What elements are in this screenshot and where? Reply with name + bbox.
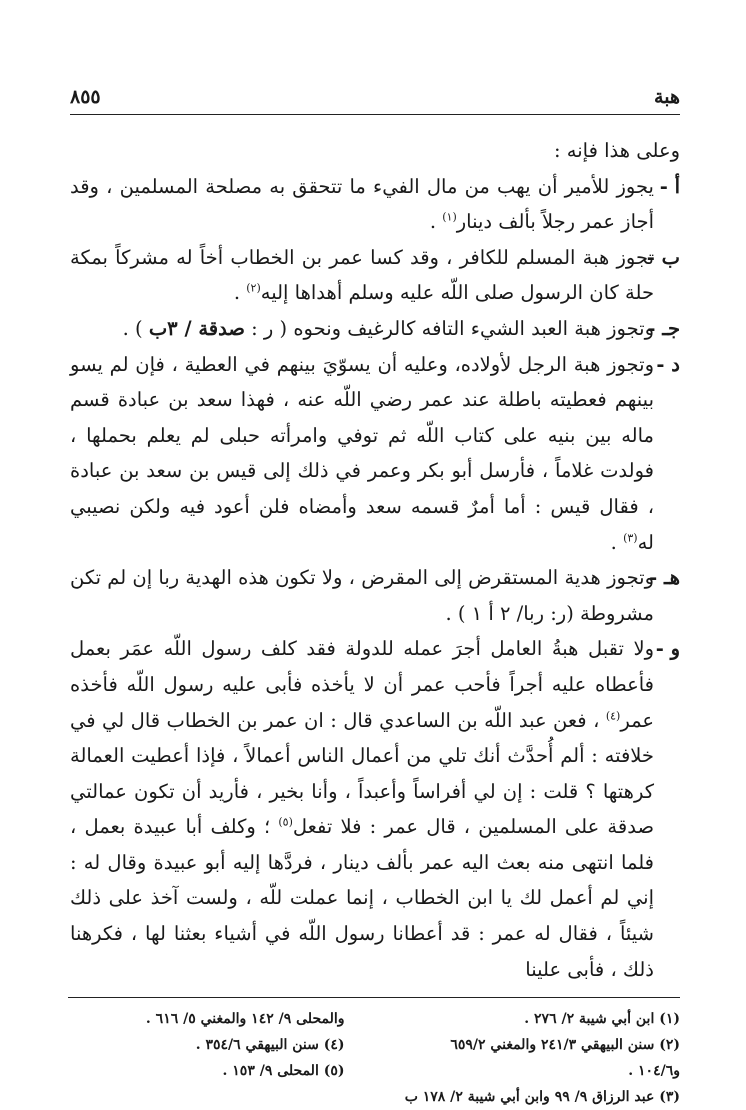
item-text <box>70 347 654 561</box>
item-marker: جـ - <box>647 316 680 340</box>
list-item <box>70 631 680 987</box>
page-header <box>70 78 680 108</box>
footnote: (٢) سنن البيهقي ٢٤١/٣ والمغني ٦٥٩/٢ <box>450 1037 680 1054</box>
footnote: (٥) المحلى ٩/ ١٥٣ . <box>222 1063 345 1080</box>
text-run: وتجوز هبة الرجل لأولاده، وعليه أن يسوّيَ بينهم في العطية ، فإن لم يسو بينهم فعطيته باطلة عند عمر رضي اللّه عنه ، فهذا سعد بن عبادة قسم ماله بين بنيه على كتاب اللّه ثم توفي وامرأته حبلى لم يعلم بحملها ، فولدت غلاماً ، فأرسل أبو بكر وعمر في ذلك إلى قيس بن سعد بن عبادة ، فقال قيس : أما أمرٌ قسمه سعد وأمضاه فلن أعود فيه ولكن نصيبي له <box>70 352 654 554</box>
intro-line: وعلى هذا فإنه : <box>553 139 680 162</box>
text-run: . <box>233 281 247 305</box>
item-marker: هـ - <box>649 566 680 590</box>
footnote-ref: (٥) <box>278 815 293 829</box>
page-number: ٨٥٥ <box>70 86 101 108</box>
document-page <box>70 78 680 1110</box>
text-run: . <box>610 530 624 554</box>
item-text <box>70 311 654 347</box>
footnote: و١٠٤/٦ . <box>628 1063 680 1080</box>
list-item <box>70 560 680 631</box>
footnote-ref: (١) <box>442 210 457 224</box>
item-text <box>70 631 654 987</box>
item-marker: د - <box>656 352 680 376</box>
main-text <box>70 133 680 987</box>
footnote: (٣) عبد الرزاق ٩/ ٩٩ وابن أبي شيبة ٢/ ١٧٨ ب <box>404 1089 680 1106</box>
item-text <box>70 169 654 240</box>
footnote: والمحلى ٩/ ١٤٢ والمغني ٥/ ٦١٦ . <box>145 1011 345 1028</box>
text-run: . <box>429 210 443 234</box>
list-item <box>70 347 680 561</box>
footnote-ref: (٤) <box>605 709 621 722</box>
list-item <box>70 311 680 347</box>
running-title: هبة <box>654 86 680 108</box>
text-run: ؛ وكلف أبا عبيدة بعمل ، فلما انتهى منه بعث اليه عمر بألف دينار ، فردَّها إليه أبو عبيدة وقال له : إني لم أعمل لك يا ابن الخطاب ، إنما عملت للّه ، ولست آخذ على ذلك شيئاً ، فقال له عمر : قد أعطانا رسول اللّه في أشياء بعثنا لها ، فكرهنا ذلك ، فأبى علينا <box>70 815 654 981</box>
list-item <box>70 240 680 311</box>
item-text <box>70 240 654 311</box>
list-item <box>70 169 680 240</box>
header-rule <box>70 114 680 115</box>
text-run: ولا تقبل هبةُ العامل أجرَ عمله للدولة فقد كلف رسول اللّه عمَر بعمل فأعطاه عليه أجراً فأحب عمر أن لا يأخذه فأبى عليه رسول اللّه فأخذه عمر <box>70 637 654 732</box>
text-run: ) . <box>122 316 149 340</box>
item-marker: و - <box>655 637 680 661</box>
footnote-rule <box>68 997 680 998</box>
footnote: (٤) سنن البيهقي ٣٥٤/٦ . <box>195 1037 345 1054</box>
text-run: تجوز هبة المسلم للكافر ، وقد كسا عمر بن الخطاب أخاً له مشركاً بمكة حلة كان الرسول صلى اللّه عليه وسلم أهداها إليه <box>70 245 654 305</box>
text-run: ، فعن عبد اللّه بن الساعدي قال : ان عمر بن الخطاب قال لي في خلافته : ألم أُحدَّث أنك تلي من أعمال الناس أعمالاً ، فإذا أعطيت العمالة كرهتها ؟ قلت : إن لي أفراساً وأعبداً ، وأنا بخير ، فأريد أن تكون عمالتي صدقة على المسلمين ، قال عمر : فلا تفعل <box>70 708 654 839</box>
text-run: وتجوز هدية المستقرض إلى المقرض ، ولا تكون هذه الهدية ربا إن لم تكن مشروطة (ر: ربا/ ٢ أ ١ ) . <box>70 566 654 625</box>
item-list <box>70 169 680 988</box>
item-text <box>70 560 654 631</box>
item-marker: أ - <box>659 174 680 198</box>
text-run: وتجوز هبة العبد الشيء التافه كالرغيف ونحوه ( ر : <box>244 316 654 340</box>
text-run: يجوز للأمير أن يهب من مال الفيء ما تتحقق به مصلحة المسلمين ، وقد أجاز عمر رجلاً بألف دينار <box>70 174 654 234</box>
footnote: (١) ابن أبي شيبة ٢/ ٢٧٦ . <box>524 1011 680 1028</box>
cross-reference: صدقة / ٣ب <box>148 316 245 340</box>
footnote-ref: (٢) <box>246 281 261 295</box>
footnotes <box>70 1006 680 1110</box>
footnote-ref: (٣) <box>623 531 638 545</box>
item-marker: ب - <box>646 245 680 269</box>
